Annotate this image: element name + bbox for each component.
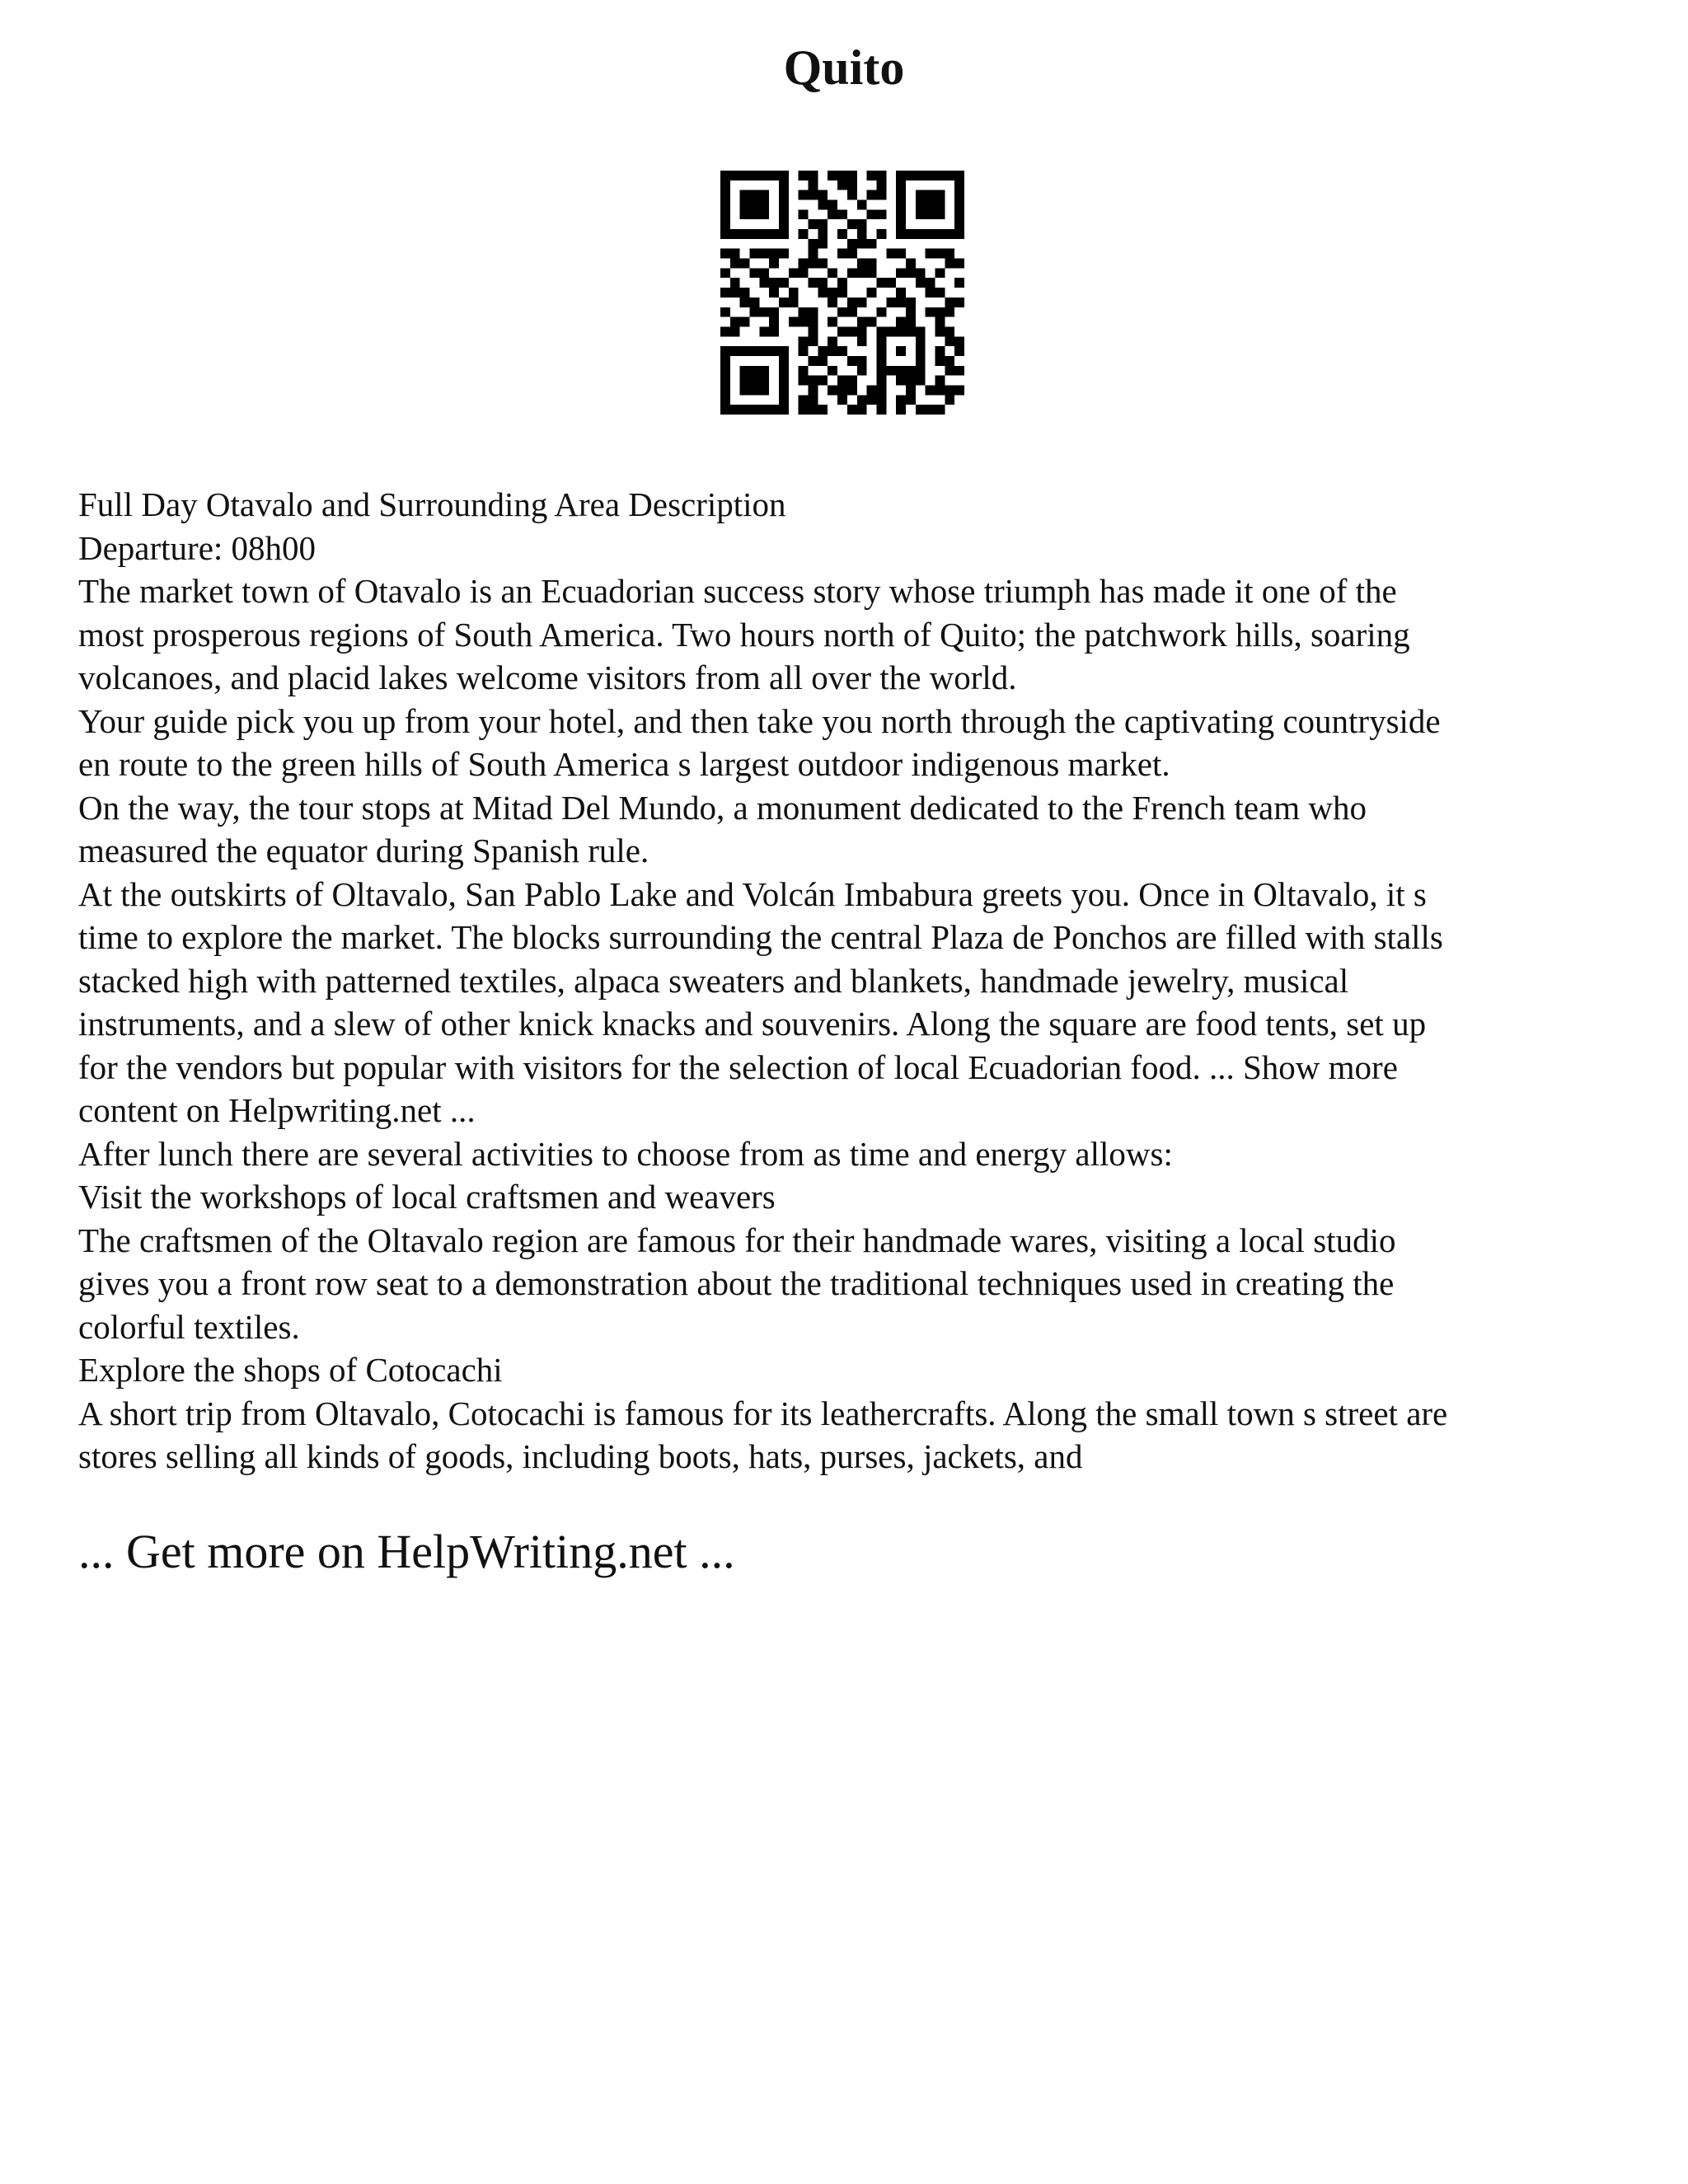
- paragraph-intro: The market town of Otavalo is an Ecuadorian success story whose triumph has made it one of the most prosperous regions of South America. Two hours north of Quito; the patchwork hills, soaring volcanoes, and placid lakes welcome visitors from all over the world.: [78, 572, 1410, 696]
- paragraph-market: At the outskirts of Oltavalo, San Pablo Lake and Volcán Imbabura greets you. Once in Oltavalo, it s time to explore the market. The blocks surrounding the central Plaza de Ponchos are filled with stalls stacked high with patterned textiles, alpaca sweaters and blankets, handmade jewelry, musical instruments, and a slew of other knick knacks and souvenirs. Along the square are food tents, set up for the vendors but popular with visitors for the selection of local Ecuadorian food. ... Show more content on Helpwriting.net ...: [78, 874, 1443, 1129]
- paragraph-cotocachi-heading: Explore the shops of Cotocachi: [78, 1351, 503, 1389]
- paragraph-tour-title: Full Day Otavalo and Surrounding Area Description: [78, 485, 786, 523]
- paragraph-pickup: Your guide pick you up from your hotel, and then take you north through the captivating countryside en route to the green hills of South America s largest outdoor indigenous market.: [78, 701, 1441, 783]
- article-body: [78, 483, 1620, 1479]
- paragraph-cotocachi: A short trip from Oltavalo, Cotocachi is famous for its leathercrafts. Along the small town s street are stores selling all kinds of goods, including boots, hats, purses, jackets, and: [78, 1394, 1448, 1475]
- qr-code-graphic: [720, 171, 964, 415]
- paragraph-craftsmen: The craftsmen of the Oltavalo region are famous for their handmade wares, visiting a local studio gives you a front row seat to a demonstration about the traditional techniques used in creating the colorful textiles.: [78, 1221, 1396, 1346]
- paragraph-workshops-heading: Visit the workshops of local craftsmen and weavers: [78, 1178, 776, 1216]
- qr-code: [720, 171, 964, 415]
- paragraph-mitad-del-mundo: On the way, the tour stops at Mitad Del Mundo, a monument dedicated to the French team who measured the equator during Spanish rule.: [78, 788, 1367, 869]
- paragraph-after-lunch: After lunch there are several activities to choose from as time and energy allows:: [78, 1134, 1173, 1173]
- page-title: Quito: [783, 40, 905, 95]
- paragraph-departure: Departure: 08h00: [78, 528, 316, 567]
- get-more-link[interactable]: ... Get more on HelpWriting.net ...: [78, 1525, 735, 1578]
